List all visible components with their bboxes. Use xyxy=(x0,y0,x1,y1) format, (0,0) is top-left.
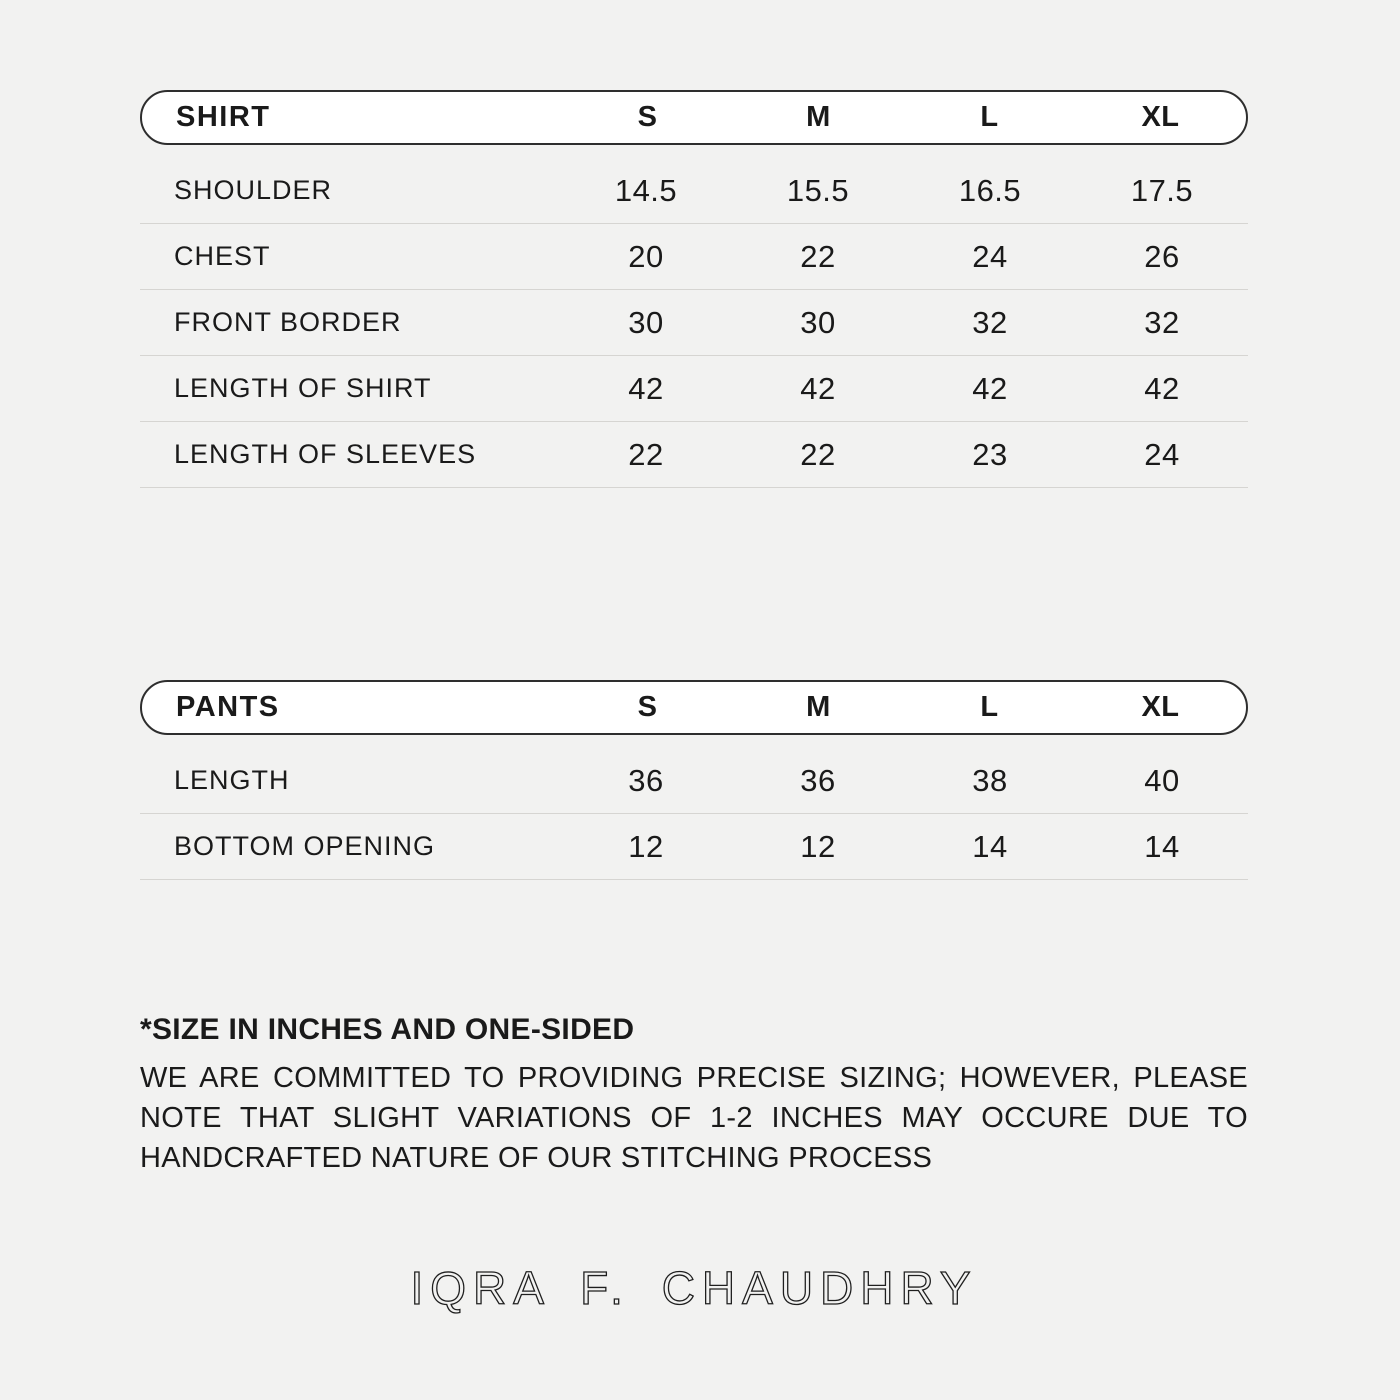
shirt-table-header xyxy=(140,90,1248,145)
row-label: CHEST xyxy=(174,241,271,271)
cell-value: 36 xyxy=(628,762,664,798)
cell-value: 20 xyxy=(628,238,664,274)
table-row-length-of-shirt xyxy=(140,356,1248,422)
shirt-table-title: SHIRT xyxy=(176,101,271,133)
cell-value: 36 xyxy=(800,762,836,798)
pants-column-l: L xyxy=(980,691,999,723)
table-row-chest xyxy=(140,224,1248,290)
pants-size-table xyxy=(140,680,1248,880)
shirt-column-l: L xyxy=(980,101,999,133)
table-row-shoulder xyxy=(140,145,1248,224)
row-label: SHOULDER xyxy=(174,175,333,205)
pants-table-title: PANTS xyxy=(176,691,280,723)
cell-value: 30 xyxy=(628,304,664,340)
cell-value: 24 xyxy=(1144,436,1180,472)
cell-value: 22 xyxy=(628,436,664,472)
shirt-column-s: S xyxy=(637,101,658,133)
pants-table-header xyxy=(140,680,1248,735)
cell-value: 16.5 xyxy=(958,172,1022,208)
cell-value: 30 xyxy=(800,304,836,340)
footnote-heading: *SIZE IN INCHES AND ONE-SIDED xyxy=(140,1013,635,1046)
pants-column-m: M xyxy=(806,691,831,723)
cell-value: 42 xyxy=(972,370,1008,406)
table-row-length-of-sleeves xyxy=(140,422,1248,488)
row-label: BOTTOM OPENING xyxy=(174,831,436,861)
footnote-line: WE ARE COMMITTED TO PROVIDING PRECISE SIZING; HOWEVER, PLEASE xyxy=(140,1062,1248,1094)
table-row-bottom-opening xyxy=(140,814,1248,880)
row-label: FRONT BORDER xyxy=(174,307,402,337)
cell-value: 12 xyxy=(800,828,836,864)
cell-value: 12 xyxy=(628,828,664,864)
cell-value: 38 xyxy=(972,762,1008,798)
table-row-length xyxy=(140,735,1248,814)
cell-value: 15.5 xyxy=(786,172,850,208)
footnote-body xyxy=(140,1058,1248,1178)
cell-value: 42 xyxy=(628,370,664,406)
cell-value: 40 xyxy=(1144,762,1180,798)
cell-value: 22 xyxy=(800,238,836,274)
cell-value: 14.5 xyxy=(614,172,678,208)
cell-value: 42 xyxy=(800,370,836,406)
cell-value: 42 xyxy=(1144,370,1180,406)
pants-column-s: S xyxy=(637,691,658,723)
row-label: LENGTH OF SHIRT xyxy=(174,373,432,403)
cell-value: 22 xyxy=(800,436,836,472)
shirt-column-m: M xyxy=(806,101,831,133)
cell-value: 24 xyxy=(972,238,1008,274)
shirt-column-xl: XL xyxy=(1141,101,1180,133)
footnote-line: NOTE THAT SLIGHT VARIATIONS OF 1-2 INCHES MAY OCCURE DUE TO xyxy=(140,1102,1248,1134)
brand-logo: IQRA F. CHAUDHRY xyxy=(410,1262,978,1314)
cell-value: 14 xyxy=(1144,828,1180,864)
cell-value: 26 xyxy=(1144,238,1180,274)
cell-value: 14 xyxy=(972,828,1008,864)
row-label: LENGTH xyxy=(174,765,290,795)
cell-value: 32 xyxy=(1144,304,1180,340)
table-row-front-border xyxy=(140,290,1248,356)
shirt-size-table xyxy=(140,90,1248,488)
footnote-line: HANDCRAFTED NATURE OF OUR STITCHING PROCESS xyxy=(140,1142,933,1174)
pants-column-xl: XL xyxy=(1141,691,1180,723)
cell-value: 23 xyxy=(972,436,1008,472)
cell-value: 32 xyxy=(972,304,1008,340)
cell-value: 17.5 xyxy=(1130,172,1194,208)
row-label: LENGTH OF SLEEVES xyxy=(174,439,477,469)
size-footnote xyxy=(140,1010,1248,1178)
